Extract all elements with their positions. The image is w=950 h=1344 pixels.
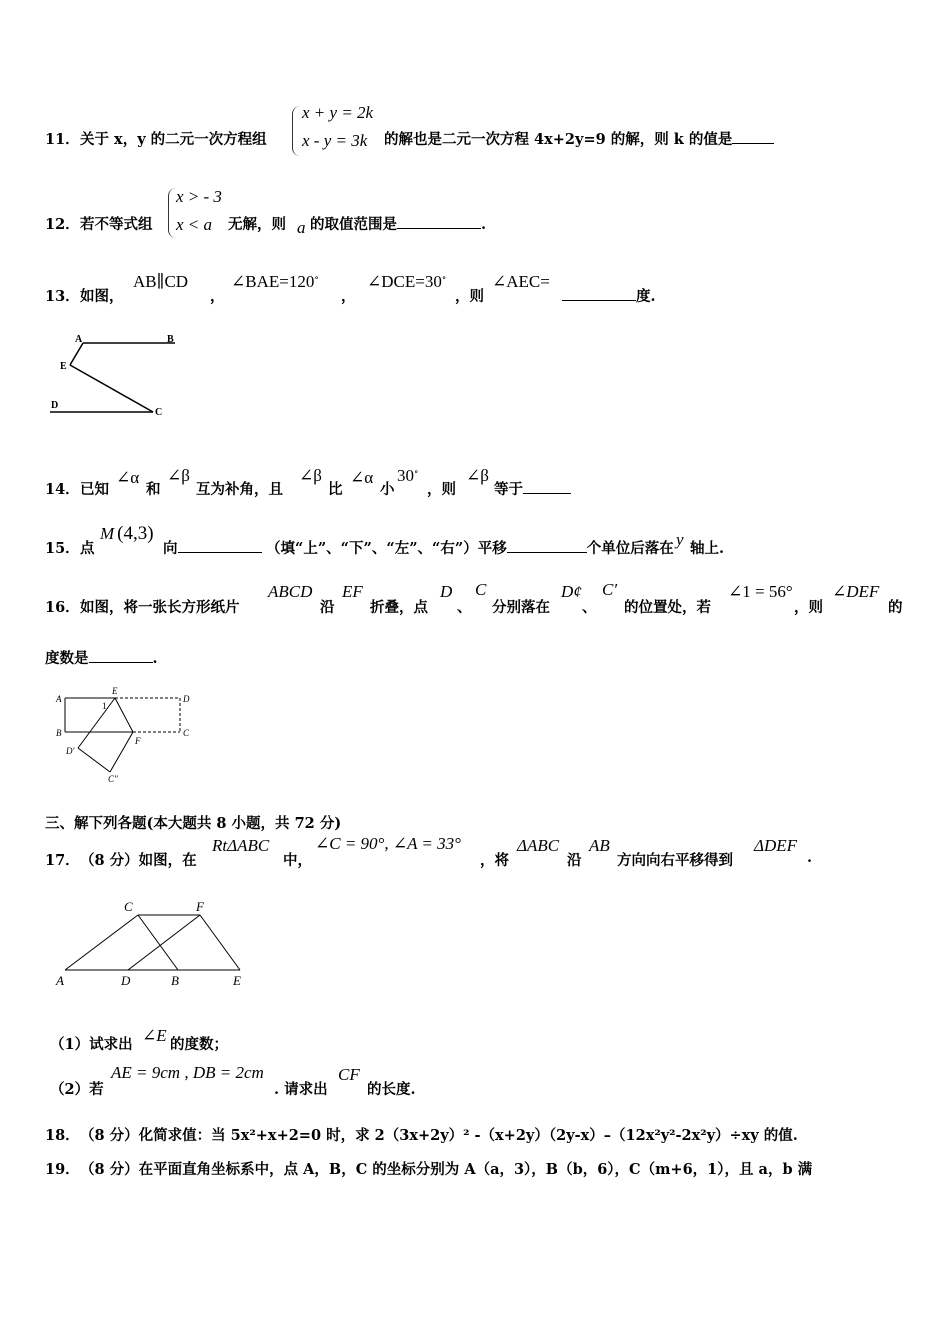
q17-label-e: E bbox=[233, 973, 241, 988]
q15-t1: 点 bbox=[80, 540, 95, 557]
q15-axis-y: y bbox=[676, 530, 684, 549]
q16-t2: 沿 bbox=[320, 599, 335, 616]
q13-prefix: 如图， bbox=[80, 288, 124, 305]
q17-t1: （8 分）如图，在 bbox=[80, 852, 197, 869]
q13-label-d: D bbox=[51, 400, 59, 411]
q16-d: D bbox=[440, 582, 453, 601]
q15-t5: 轴上. bbox=[690, 540, 725, 557]
q17-part-2-mid: . 请求出 bbox=[274, 1081, 328, 1098]
q16-number: 16． bbox=[45, 599, 80, 616]
q17-t3: ，将 bbox=[480, 852, 509, 869]
q16-label-c: C bbox=[183, 728, 190, 738]
q17-t5: 方向向右平移得到 bbox=[617, 852, 733, 869]
q11-number: 11． bbox=[45, 131, 80, 148]
q13-then: ，则 bbox=[455, 288, 484, 305]
q14-answer-blank[interactable] bbox=[523, 479, 571, 494]
q13-condition-angle-dce: ∠DCE=30∘ bbox=[367, 272, 447, 291]
q13-answer: 度. bbox=[562, 285, 656, 306]
q12-inequality-2: x < a bbox=[176, 215, 213, 234]
q16-t3: 折叠，点 bbox=[370, 599, 428, 616]
q16-line2: 度数是 . bbox=[45, 650, 158, 667]
q17-part-2-condition: AE = 9cm , DB = 2cm bbox=[111, 1063, 264, 1082]
q13-label-c: C bbox=[155, 407, 163, 418]
q11-equation-1: x + y = 2k bbox=[302, 103, 374, 122]
q11-brace bbox=[292, 106, 300, 156]
q16-t1: 如图，将一张长方形纸片 bbox=[80, 599, 240, 616]
q17-number: 17． bbox=[45, 852, 80, 869]
q16-abcd: ABCD bbox=[268, 582, 313, 601]
q15-point: M (4,3) bbox=[100, 523, 154, 544]
q18-text: （8 分）化简求值：当 5x²+x+2=0 时，求 2（3x+2y）² -（x+2y）（2y-x）–（12x²y²-2x²y）÷xy 的值. bbox=[80, 1127, 798, 1144]
q17-label-f: F bbox=[196, 899, 204, 914]
q14-t1: 已知 bbox=[80, 481, 109, 498]
q12-var-a: a bbox=[297, 218, 306, 237]
q17-triangle-def: ΔDEF bbox=[754, 836, 798, 855]
q14-question: 等于 bbox=[494, 478, 571, 499]
q13-answer-blank[interactable] bbox=[562, 286, 636, 301]
q16-figure bbox=[50, 682, 200, 787]
q11-question: 的解也是二元一次方程 4x+2y=9 的解，则 k 的值是 bbox=[384, 128, 774, 149]
q12-answer-blank[interactable] bbox=[397, 214, 481, 229]
q17-t2: 中， bbox=[283, 852, 312, 869]
q14-degree: 30∘ bbox=[397, 466, 419, 485]
q11-answer-blank[interactable] bbox=[732, 129, 774, 144]
q16-d-prime: D¢ bbox=[561, 582, 582, 601]
q13-label-b: B bbox=[167, 334, 174, 345]
q19-text: （8 分）在平面直角坐标系中，点 A，B，C 的坐标分别为 A（a，3），B（b，6），C（m+6，1），且 a，b 满 bbox=[80, 1161, 813, 1178]
section-3-heading: 三、解下列各题(本大题共 8 小题，共 72 分) bbox=[45, 815, 342, 832]
q16-t8: ，则 bbox=[794, 599, 823, 616]
q16-label-e: E bbox=[112, 686, 118, 696]
q13-number: 13． bbox=[45, 288, 80, 305]
q16-t5: 分别落在 bbox=[492, 599, 550, 616]
q14-beta-2: ∠β bbox=[299, 466, 322, 485]
q14-alpha-1: ∠α bbox=[116, 468, 140, 487]
q12-prefix: 若不等式组 bbox=[80, 216, 153, 233]
q16-c: C bbox=[475, 580, 487, 599]
q16-t9: 的 bbox=[888, 599, 903, 616]
q17-part-1-suffix: 的度数； bbox=[170, 1036, 228, 1053]
q11-equation-2: x - y = 3k bbox=[302, 131, 368, 150]
q16-angle-1: ∠1 = 56° bbox=[728, 582, 793, 601]
q13-label-a: A bbox=[75, 334, 83, 345]
q16-label-b: B bbox=[56, 728, 62, 738]
q17-triangle-abc-2: ΔABC bbox=[517, 836, 560, 855]
q16-angle-def: ∠DEF bbox=[832, 582, 880, 601]
q14-alpha-2: ∠α bbox=[350, 468, 374, 487]
q17-triangle-abc: RtΔABC bbox=[212, 836, 270, 855]
q17-part-1-angle: ∠E bbox=[142, 1026, 167, 1045]
q17-end: . bbox=[807, 849, 813, 866]
q13-label-e: E bbox=[60, 361, 67, 372]
q16-label-c-prime: C″ bbox=[108, 774, 118, 784]
q13-figure bbox=[45, 325, 175, 420]
q16-label-a: A bbox=[56, 694, 62, 704]
q14-t4: 比 bbox=[328, 481, 343, 498]
q17-condition: ∠C = 90°, ∠A = 33° bbox=[315, 834, 461, 853]
q15-t2: 向 bbox=[163, 537, 262, 558]
q15-t3: （填“上”、“下”、“左”、“右”）平移 个单位后落在 bbox=[266, 540, 674, 557]
q12-inequality-1: x > - 3 bbox=[176, 187, 222, 206]
q14-beta-3: ∠β bbox=[466, 466, 489, 485]
q16-label-d: D bbox=[183, 694, 190, 704]
q14-t3: 互为补角，且 bbox=[196, 481, 283, 498]
q16-c-prime: C′ bbox=[602, 580, 618, 599]
q16-t4: 、 bbox=[457, 599, 472, 616]
q17-label-d: D bbox=[121, 973, 131, 988]
q13-ask-angle: ∠AEC= bbox=[492, 272, 550, 291]
q17-ab: AB bbox=[589, 836, 610, 855]
q17-figure bbox=[50, 895, 250, 990]
q19-number: 19． bbox=[45, 1161, 80, 1178]
q16-label-angle-1: 1 bbox=[102, 701, 107, 711]
q13-condition-angle-bae: ∠BAE=120∘ bbox=[231, 272, 319, 291]
q17-part-2-prefix: （2）若 bbox=[50, 1081, 104, 1098]
q16-ef: EF bbox=[342, 582, 363, 601]
q17-label-c: C bbox=[124, 899, 133, 914]
q12-brace bbox=[168, 188, 176, 238]
q17-part-2-suffix: 的长度. bbox=[367, 1081, 416, 1098]
q17-label-b: B bbox=[171, 973, 179, 988]
q17-label-a: A bbox=[56, 973, 64, 988]
q15-units-blank[interactable] bbox=[507, 538, 587, 553]
q14-t2: 和 bbox=[146, 481, 161, 498]
q16-label-d-prime: D′ bbox=[66, 746, 75, 756]
q16-t7: 的位置处，若 bbox=[624, 599, 711, 616]
q16-answer-blank[interactable] bbox=[89, 648, 153, 663]
q15-number: 15． bbox=[45, 540, 80, 557]
q11-prefix: 关于 x，y 的二元一次方程组 bbox=[80, 131, 267, 148]
q14-t5: 小 bbox=[380, 481, 395, 498]
q17-part-1-prefix: （1）试求出 bbox=[50, 1036, 133, 1053]
q12-number: 12． bbox=[45, 216, 80, 233]
q15-direction-blank[interactable] bbox=[178, 538, 262, 553]
q14-t6: ，则 bbox=[427, 481, 456, 498]
q12-question: 的取值范围是 . bbox=[310, 216, 487, 233]
q14-beta-1: ∠β bbox=[167, 466, 190, 485]
q16-label-f: F bbox=[135, 736, 141, 746]
q17-part-2-cf: CF bbox=[338, 1065, 360, 1084]
q16-t6: 、 bbox=[582, 599, 597, 616]
q13-sep-2: ， bbox=[341, 288, 356, 305]
q14-number: 14． bbox=[45, 481, 80, 498]
q18-number: 18． bbox=[45, 1127, 80, 1144]
q13-condition-parallel: AB∥CD bbox=[133, 272, 189, 291]
q17-t4: 沿 bbox=[567, 852, 582, 869]
q13-sep-1: ， bbox=[210, 288, 225, 305]
q12-mid: 无解，则 bbox=[228, 216, 286, 233]
